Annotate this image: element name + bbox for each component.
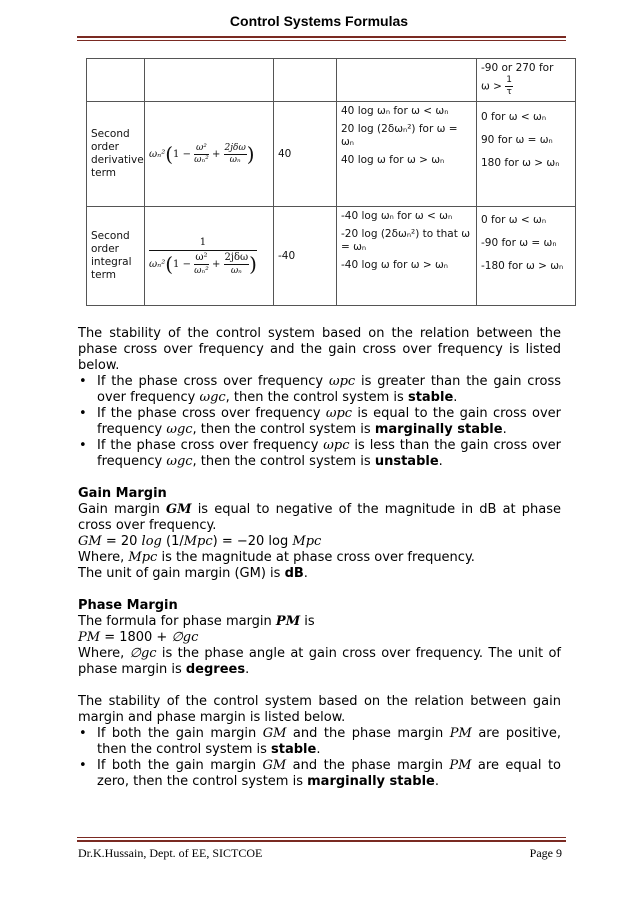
slope-value: 40	[274, 102, 337, 207]
list-item: • If both the gain margin GM and the phase margin PM are equal to zero, then the control system is marginally stable.	[79, 758, 561, 789]
bold-term: dB	[284, 566, 304, 581]
fraction-denominator: ωₙ	[230, 265, 242, 276]
footer-rule	[77, 840, 566, 842]
math: Mpc	[128, 550, 158, 565]
text: The unit of gain margin (GM) is	[78, 566, 285, 581]
text: , then the control system is	[192, 454, 375, 469]
section-heading-phase-margin: Phase Margin	[78, 598, 178, 613]
text: If both the gain margin	[97, 726, 263, 741]
magnitude-line: 20 log (2δωₙ²) for ω = ωₙ	[341, 123, 458, 148]
formula-coef: ωₙ²	[149, 148, 166, 160]
text: and the phase margin	[286, 758, 450, 773]
fraction-denominator: ωₙ²	[194, 154, 209, 165]
text: Where,	[78, 646, 130, 661]
math: PM	[78, 630, 101, 645]
text: .	[245, 662, 250, 677]
paragraph	[78, 502, 561, 534]
math: GM	[78, 534, 102, 549]
math: Mpc	[183, 534, 213, 549]
text: Where,	[78, 550, 129, 565]
phase-line: -90 for ω = ωₙ	[481, 237, 557, 249]
table-row	[87, 59, 576, 102]
math: PM	[449, 758, 472, 773]
phase-line: 180 for ω > ωₙ	[481, 157, 560, 169]
math: ωpc	[325, 406, 353, 421]
table-cell	[145, 59, 274, 102]
table-cell	[337, 59, 477, 102]
equation-gain-margin	[78, 534, 561, 550]
text: The formula for phase margin	[78, 614, 276, 629]
phase-line: -180 for ω > ωₙ	[481, 260, 564, 272]
text: are positive, then the control system is	[97, 726, 561, 757]
page-header-title: Control Systems Formulas	[229, 13, 409, 29]
table-cell	[87, 59, 145, 102]
math: PM	[275, 614, 301, 629]
paragraph	[78, 566, 561, 582]
text: and the phase margin	[286, 726, 450, 741]
transfer-function	[145, 102, 274, 207]
magnitude-cell	[337, 207, 477, 306]
list-item: • If the phase cross over frequency ωpc is greater than the gain cross over frequency ωgc, then the control system is stable.	[79, 374, 562, 405]
phase-cell	[477, 102, 576, 207]
text: If the phase cross over frequency	[97, 374, 329, 389]
math: ωgc	[166, 454, 193, 469]
math: ωgc	[166, 422, 193, 437]
math: PM	[449, 726, 472, 741]
phase-text: ω >	[481, 80, 502, 93]
fraction	[194, 252, 209, 277]
magnitude-line: 40 log ω for ω > ωₙ	[341, 154, 445, 166]
bold-term: marginally stable	[307, 774, 435, 789]
document-body	[78, 326, 561, 790]
footer-rule-thin	[77, 837, 566, 838]
math: Mpc	[292, 534, 322, 549]
fraction	[224, 252, 250, 277]
fraction-numerator: 2jδω	[224, 251, 249, 263]
bold-term: stable	[407, 390, 454, 405]
paragraph	[78, 614, 561, 630]
formula: ωₙ²(1 − $\frac{\text{ω²}}{\text{ωₙ²}}$ + $\frac{\text{2jδω}}{\text{ωₙ}}$ )	[149, 141, 255, 166]
header-rule	[77, 36, 566, 38]
text: are equal to zero, then the control system is	[97, 758, 561, 789]
text: = 20	[101, 534, 142, 549]
header-rule-thin	[77, 40, 566, 41]
math: log	[141, 534, 162, 549]
magnitude-line: -40 log ω for ω > ωₙ	[341, 259, 448, 271]
formula-part: +	[211, 258, 221, 270]
list-item: • If the phase cross over frequency ωpc is less than the gain cross over frequency ωgc, then the control system is unstable.	[79, 438, 562, 469]
equation-phase-margin	[78, 630, 561, 646]
stability-list-frequency	[78, 374, 561, 470]
text: .	[438, 454, 443, 469]
bold-term: degrees	[185, 662, 246, 677]
text: Gain margin	[78, 502, 167, 517]
fraction	[224, 143, 247, 166]
fraction-denominator: ωₙ²(1 − $\frac{\text{ω²}}{\text{ωₙ²}}$ + $\frac{\text{2jδω}}{\text{ωₙ}}$ )	[149, 251, 257, 276]
phase-line: 90 for ω = ωₙ	[481, 134, 553, 146]
text: is	[300, 614, 315, 629]
text: , then the control system is	[192, 422, 375, 437]
bold-term: unstable	[374, 454, 439, 469]
text: If the phase cross over frequency	[97, 438, 324, 453]
table-row	[87, 207, 576, 306]
formula-part: +	[211, 148, 221, 160]
fraction	[194, 143, 209, 166]
paragraph: The stability of the control system based on the relation between gain margin and phase margin is listed below.	[78, 694, 561, 725]
magnitude-line: -20 log (2δωₙ²) to that ω = ωₙ	[341, 228, 470, 253]
fraction-numerator: 2jδω	[224, 142, 246, 153]
fraction	[505, 75, 513, 98]
text: is the magnitude at phase cross over frequency.	[157, 550, 475, 565]
bold-term: marginally stable	[374, 422, 503, 437]
magnitude-line: -40 log ωₙ for ω < ωₙ	[341, 210, 453, 222]
formula	[149, 236, 257, 277]
math: GM	[262, 758, 287, 773]
section-heading-gain-margin: Gain Margin	[78, 486, 167, 501]
list-item: • If both the gain margin GM and the phase margin PM are positive, then the control system is stable.	[79, 726, 561, 757]
term-name: Second order derivative term	[87, 102, 145, 207]
text: is greater than the gain cross over frequency	[97, 374, 562, 405]
fraction-denominator: ωₙ	[229, 154, 241, 165]
phase-cell	[477, 207, 576, 306]
paragraph	[78, 646, 561, 678]
text: is less than the gain cross over frequency	[97, 438, 562, 469]
bold-term: stable	[271, 742, 317, 757]
math: ∅gc	[171, 630, 199, 645]
fraction-numerator: 1	[506, 75, 513, 85]
text: If both the gain margin	[97, 758, 263, 773]
math: ωpc	[323, 438, 350, 453]
slope-value: -40	[274, 207, 337, 306]
fraction-denominator: ωₙ²	[194, 265, 209, 276]
text: .	[434, 774, 439, 789]
text: ) = −20 log	[212, 534, 293, 549]
text: .	[316, 742, 321, 757]
math: ωpc	[328, 374, 356, 389]
transfer-function	[145, 207, 274, 306]
phase-line: 0 for ω < ωₙ	[481, 214, 547, 226]
term-name: Second order integral term	[87, 207, 145, 306]
fraction-numerator: ω²	[195, 251, 208, 263]
list-item: • If the phase cross over frequency ωpc is equal to the gain cross over frequency ωgc, then the control system is marginally stable.	[79, 406, 562, 437]
table-cell	[274, 59, 337, 102]
fraction-numerator: ω²	[195, 142, 207, 153]
math: ωgc	[199, 390, 226, 405]
text: is equal to negative of the magnitude in dB at phase cross over frequency.	[78, 502, 562, 533]
phase-text: -90 or 270 for	[481, 62, 554, 74]
text: is the phase angle at gain cross over frequency. The unit of phase margin is	[78, 646, 561, 677]
formula-part: 1 −	[173, 258, 191, 270]
math: GM	[262, 726, 287, 741]
math: GM	[166, 502, 192, 517]
footer-author: Dr.K.Hussain, Dept. of EE, SICTCOE	[78, 846, 263, 860]
text: If the phase cross over frequency	[97, 406, 326, 421]
text: (1/	[161, 534, 184, 549]
page-number: Page 9	[529, 846, 562, 860]
bode-terms-table	[86, 58, 576, 306]
math: ∅gc	[129, 646, 157, 661]
text: is equal to the gain cross over frequency	[97, 406, 562, 437]
paragraph	[78, 550, 561, 566]
text: .	[453, 390, 458, 405]
text: .	[502, 422, 507, 437]
phase-line: 0 for ω < ωₙ	[481, 111, 547, 123]
text: .	[303, 566, 308, 581]
formula-part: 1 −	[173, 148, 191, 160]
magnitude-cell	[337, 102, 477, 207]
text: , then the control system is	[225, 390, 408, 405]
magnitude-line: 40 log ωₙ for ω < ωₙ	[341, 105, 449, 117]
phase-cell	[477, 59, 576, 102]
fraction-numerator: 1	[149, 236, 257, 251]
table-row	[87, 102, 576, 207]
paragraph: The stability of the control system based on the relation between the phase cross over frequency and the gain cross over frequency is listed below.	[78, 326, 561, 373]
text: = 1800 +	[100, 630, 172, 645]
stability-list-margin	[78, 726, 561, 790]
fraction-denominator: τ	[506, 87, 512, 97]
formula-coef: ωₙ²	[149, 258, 166, 270]
